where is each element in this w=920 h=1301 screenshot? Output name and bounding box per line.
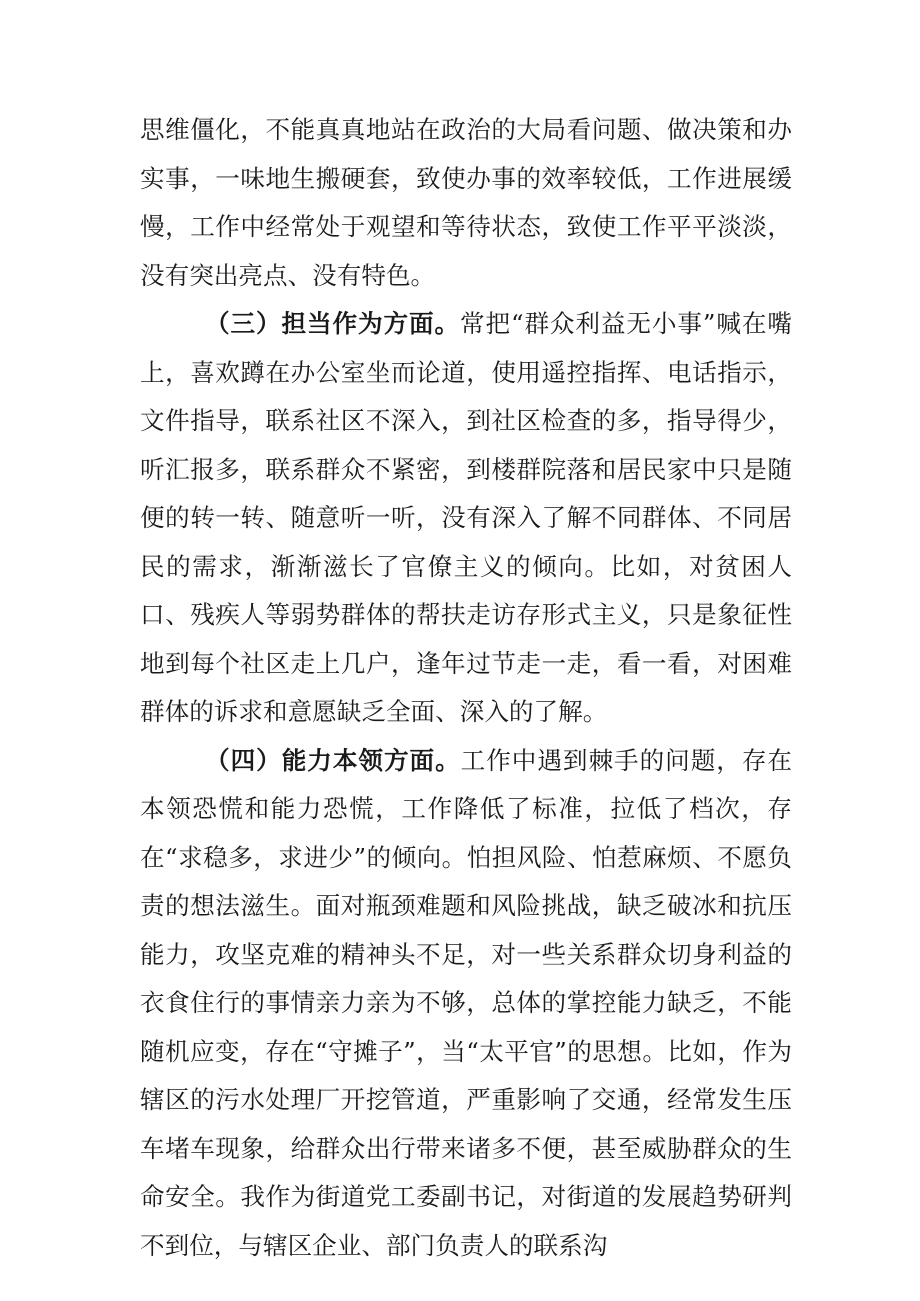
document-body bbox=[140, 106, 792, 1270]
paragraph-text: 思维僵化，不能真真地站在政治的大局看问题、做决策和办实事，一味地生搬硬套，致使办事的效率较低，工作进展缓慢，工作中经常处于观望和等待状态，致使工作平平淡淡，没有突出亮点、没有特色。 bbox=[140, 115, 792, 290]
paragraph-ability bbox=[140, 737, 792, 1271]
section-heading-ability: （四）能力本领方面。 bbox=[205, 745, 461, 775]
paragraph-text: 常把“群众利益无小事”喊在嘴上，喜欢蹲在办公室坐而论道，使用遥控指挥、电话指示，文件指导，联系社区不深入，到社区检查的多，指导得少，听汇报多，联系群众不紧密，到楼群院落和居民家中只是随便的转一转、随意听一听，没有深入了解不同群体、不同居民的需求，渐渐滋长了官僚主义的倾向。比如，对贫困人口、残疾人等弱势群体的帮扶走访存形式主义，只是象征性地到每个社区走上几户，逢年过节走一走，看一看，对困难群体的诉求和意愿缺乏全面、深入的了解。 bbox=[140, 309, 792, 726]
paragraph-responsibility bbox=[140, 300, 792, 737]
paragraph-continuation bbox=[140, 106, 792, 300]
paragraph-text: 工作中遇到棘手的问题，存在本领恐慌和能力恐慌，工作降低了标准，拉低了档次，存在“求稳多，求进少”的倾向。怕担风险、怕惹麻烦、不愿负责的想法滋生。面对瓶颈难题和风险挑战，缺乏破冰和抗压能力，攻坚克难的精神头不足，对一些关系群众切身利益的衣食住行的事情亲力亲为不够，总体的掌控能力缺乏，不能随机应变，存在“守摊子”，当“太平官”的思想。比如，作为辖区的污水处理厂开挖管道，严重影响了交通，经常发生压车堵车现象，给群众出行带来诸多不便，甚至威胁群众的生命安全。我作为街道党工委副书记，对街道的发展趋势研判不到位，与辖区企业、部门负责人的联系沟 bbox=[140, 745, 792, 1260]
section-heading-responsibility: （三）担当作为方面。 bbox=[205, 309, 460, 338]
